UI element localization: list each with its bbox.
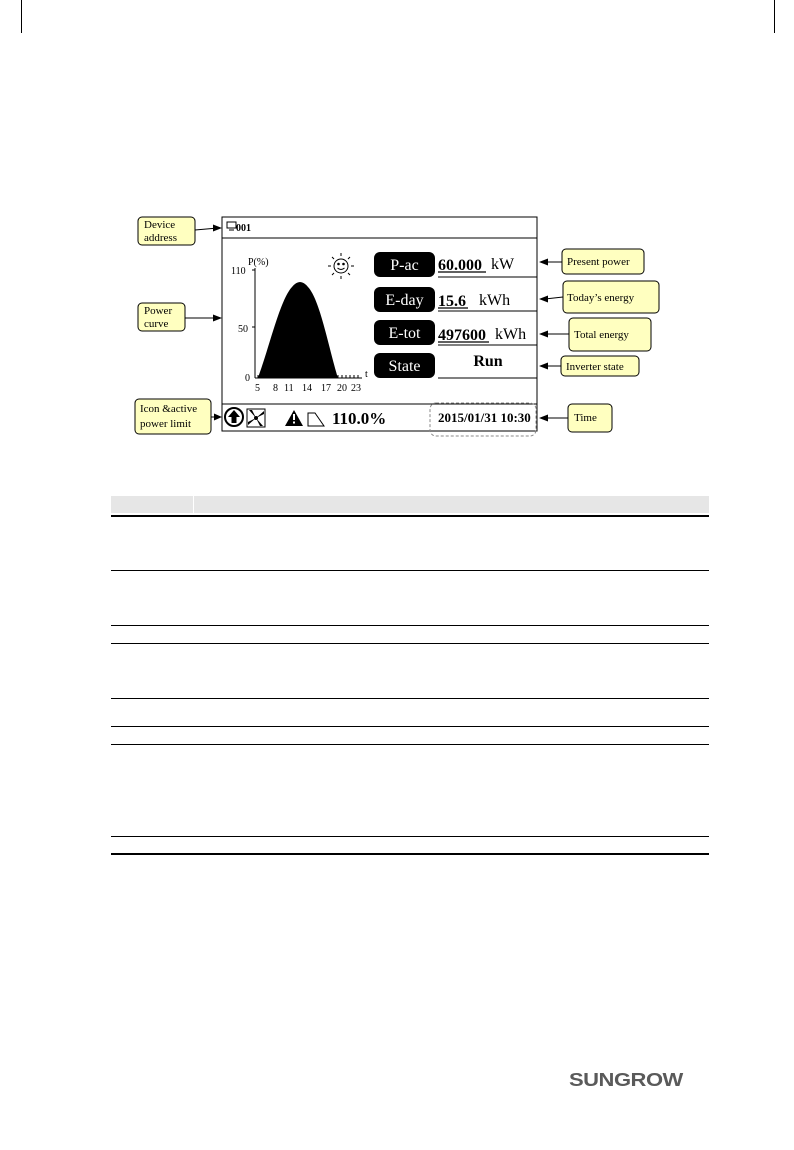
label-p-ac: P-ac <box>390 257 419 274</box>
table-header <box>111 496 709 513</box>
value-todays-energy: 15.6 <box>438 293 466 310</box>
description-table <box>111 496 709 856</box>
table-rule <box>111 625 709 626</box>
callout-total-energy-text: Total energy <box>574 329 629 341</box>
chart-x-tick-5: 5 <box>255 383 260 394</box>
chart-x-tick-20: 20 <box>337 383 347 394</box>
callout-power-curve <box>138 303 222 331</box>
table-rule <box>111 853 709 855</box>
label-e-tot: E-tot <box>388 325 421 342</box>
chart-y-tick-50: 50 <box>238 324 248 335</box>
chart-x-tick-17: 17 <box>321 383 331 394</box>
date-time-value: 2015/01/31 10:30 <box>438 410 531 425</box>
chart-x-tick-14: 14 <box>302 383 312 394</box>
callout-present-power-text: Present power <box>567 256 630 268</box>
callout-time <box>539 404 612 432</box>
callout-present-power <box>539 249 644 274</box>
callout-device-address <box>138 217 222 245</box>
sungrow-logo: SUNGROW <box>569 1069 683 1091</box>
label-state: State <box>388 358 421 375</box>
table-rule <box>111 836 709 837</box>
callout-time-text: Time <box>574 412 597 424</box>
label-e-day: E-day <box>385 292 424 309</box>
callout-total-energy <box>539 318 651 351</box>
table-rule <box>111 570 709 571</box>
chart-x-tick-8: 8 <box>273 383 278 394</box>
unit-present-power: kW <box>491 256 515 273</box>
value-inverter-state: Run <box>473 353 503 370</box>
callout-icon-limit-line1: Icon &active <box>140 403 198 415</box>
callout-inverter-state <box>539 356 639 376</box>
chart-x-label: t <box>365 369 368 380</box>
arrow-up-circle-icon <box>225 408 243 426</box>
display-figure <box>0 0 794 470</box>
callout-device-address-line1: Device <box>144 219 176 231</box>
device-address-value: 001 <box>236 223 251 234</box>
table-rule <box>111 726 709 727</box>
unit-total-energy: kWh <box>495 326 527 343</box>
callout-todays-energy-text: Today’s energy <box>567 292 635 304</box>
callout-todays-energy <box>539 281 659 313</box>
callout-inverter-state-text: Inverter state <box>566 361 624 373</box>
callout-icon-limit-line2: power limit <box>140 418 192 430</box>
value-total-energy: 497600 <box>438 327 486 344</box>
table-rule <box>111 744 709 745</box>
table-rule <box>111 515 709 517</box>
active-power-limit-value: 110.0% <box>332 409 387 428</box>
value-present-power: 60.000 <box>438 257 482 274</box>
chart-y-tick-0: 0 <box>245 373 250 384</box>
chart-y-label: P(%) <box>248 257 269 268</box>
chart-x-tick-11: 11 <box>284 383 294 394</box>
callout-power-curve-line1: Power <box>144 305 173 317</box>
callout-icon-active-power-limit <box>135 399 222 434</box>
chart-x-tick-23: 23 <box>351 383 361 394</box>
table-rule <box>111 698 709 699</box>
fan-icon <box>247 409 265 427</box>
unit-todays-energy: kWh <box>479 292 511 309</box>
chart-y-tick-110: 110 <box>231 266 246 277</box>
table-rule <box>111 643 709 644</box>
callout-device-address-line2: address <box>144 232 177 244</box>
callout-power-curve-line2: curve <box>144 318 169 330</box>
